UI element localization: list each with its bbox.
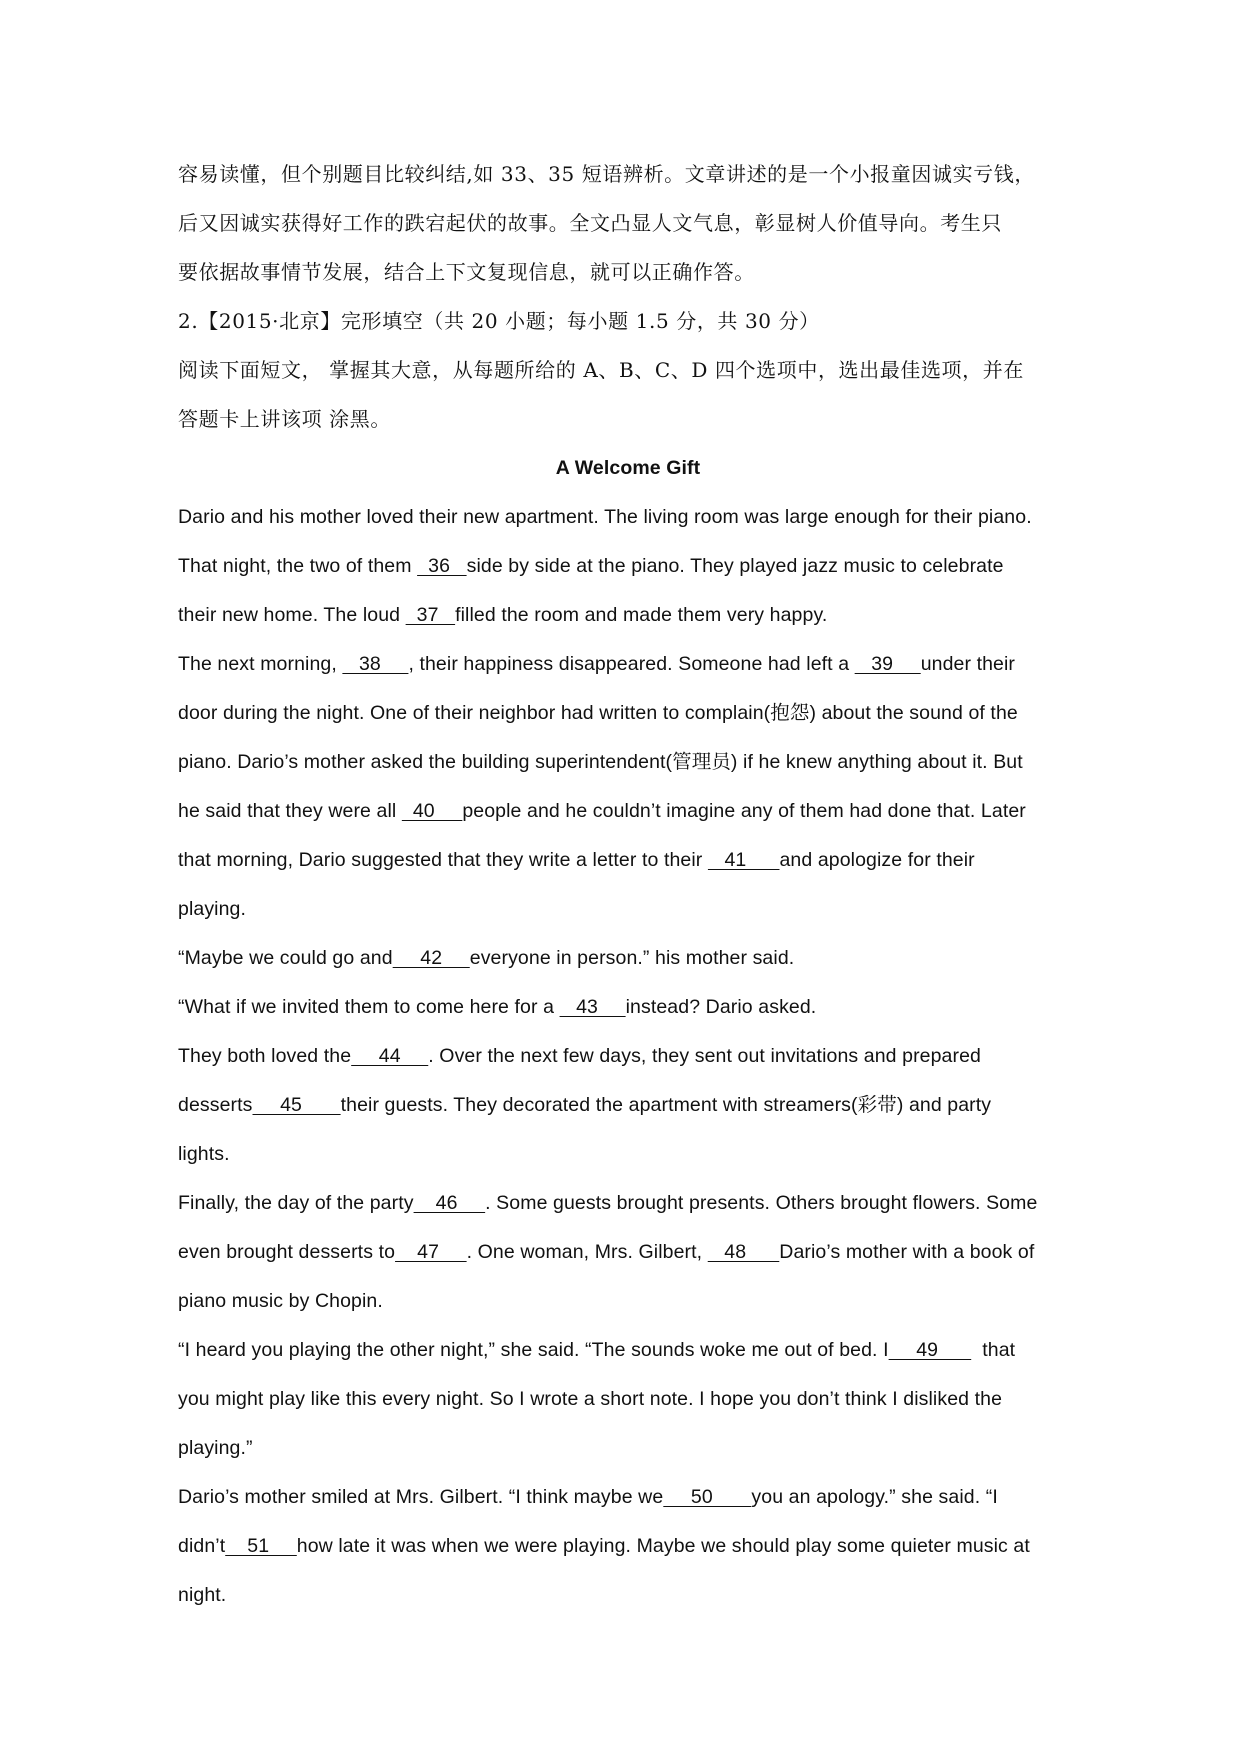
passage-line — [178, 1130, 1078, 1179]
passage-text: lights. — [178, 1143, 230, 1165]
passage-text: even brought desserts to — [178, 1241, 396, 1263]
passage-line — [178, 493, 1078, 542]
passage-line — [178, 542, 1078, 591]
passage-text: Finally, the day of the party — [178, 1192, 414, 1214]
passage-line — [178, 738, 1078, 787]
passage-text: playing. — [178, 898, 247, 920]
passage-text: playing.” — [178, 1437, 253, 1459]
passage-line — [178, 1277, 1078, 1326]
blank-48: 48 — [707, 1241, 780, 1263]
passage-text: “I heard you playing the other night,” she said. “The sounds woke me out of bed. I — [178, 1339, 889, 1361]
blank-51: 51 — [225, 1535, 297, 1557]
passage-text: “Maybe we could go and — [178, 947, 393, 969]
passage-line — [178, 1179, 1078, 1228]
blank-43: 43 — [559, 996, 626, 1018]
passage-text: he said that they were all — [178, 800, 402, 822]
passage-line — [178, 1032, 1078, 1081]
passage-line — [178, 1522, 1078, 1571]
passage-text: Dario’s mother with a book of — [779, 1241, 1035, 1263]
blank-44: 44 — [351, 1045, 429, 1067]
blank-38: 38 — [342, 653, 409, 675]
blank-50: 50 — [663, 1486, 752, 1508]
intro-line: 容易读懂，但个别题目比较纠结,如 33、35 短语辨析。文章讲述的是一个小报童因诚实亏钱， — [178, 162, 1035, 186]
passage-text: Dario’s mother smiled at Mrs. Gilbert. “I think maybe we — [178, 1486, 664, 1508]
passage-text: . One woman, Mrs. Gilbert, — [466, 1241, 708, 1263]
passage-line — [178, 787, 1078, 836]
blank-47: 47 — [395, 1241, 467, 1263]
passage-text: The next morning, — [178, 653, 343, 675]
passage-text: instead? Dario asked. — [625, 996, 817, 1018]
passage-text: their guests. They decorated the apartment with streamers(彩带) and party — [340, 1094, 992, 1116]
passage-line — [178, 591, 1078, 640]
question-instruction: 阅读下面短文， 掌握其大意，从每题所给的 A、B、C、D 四个选项中，选出最佳选项，并在 — [178, 358, 1024, 382]
blank-45: 45 — [252, 1094, 341, 1116]
passage-text: and apologize for their — [779, 849, 975, 871]
blank-49: 49 — [888, 1339, 972, 1361]
passage-line — [178, 885, 1078, 934]
passage-line — [178, 1473, 1078, 1522]
intro-line: 后又因诚实获得好工作的跌宕起伏的故事。全文凸显人文气息，彰显树人价值导向。考生只 — [178, 211, 1002, 235]
question-instruction: 答题卡上讲该项 涂黑。 — [178, 407, 391, 431]
passage-line — [178, 836, 1078, 885]
passage-text: side by side at the piano. They played jazz music to celebrate — [466, 555, 1004, 577]
passage-text: under their — [920, 653, 1016, 675]
passage-line — [178, 1228, 1078, 1277]
question-header: 2.【2015·北京】完形填空（共 20 小题；每小题 1.5 分，共 30 分） — [178, 309, 820, 333]
blank-39: 39 — [854, 653, 921, 675]
passage-text: night. — [178, 1584, 227, 1606]
passage-text: everyone in person.” his mother said. — [469, 947, 795, 969]
passage-text: piano. Dario’s mother asked the building superintendent(管理员) if he knew anything about it. But — [178, 751, 1023, 773]
passage-line — [178, 1326, 1078, 1375]
passage-text: Dario and his mother loved their new apartment. The living room was large enough for their piano. — [178, 506, 1032, 528]
passage-text: their new home. The loud — [178, 604, 406, 626]
intro-line: 要依据故事情节发展，结合上下文复现信息，就可以正确作答。 — [178, 260, 755, 284]
blank-36: 36 — [417, 555, 467, 577]
passage-line — [178, 1424, 1078, 1473]
passage-text: . Some guests brought presents. Others brought flowers. Some — [485, 1192, 1038, 1214]
passage-text: That night, the two of them — [178, 555, 418, 577]
passage-text: didn’t — [178, 1535, 226, 1557]
passage-text: filled the room and made them very happy. — [455, 604, 828, 626]
passage-text: “What if we invited them to come here for a — [178, 996, 560, 1018]
passage-text: . Over the next few days, they sent out invitations and prepared — [428, 1045, 981, 1067]
passage-text: people and he couldn’t imagine any of them had done that. Later — [462, 800, 1026, 822]
passage-text: that — [971, 1339, 1016, 1361]
passage-text: They both loved the — [178, 1045, 352, 1067]
blank-42: 42 — [392, 947, 470, 969]
passage-text: piano music by Chopin. — [178, 1290, 383, 1312]
passage-line — [178, 1375, 1078, 1424]
passage-line — [178, 983, 1078, 1032]
document-page — [178, 150, 1078, 1620]
passage-line — [178, 1081, 1078, 1130]
blank-46: 46 — [413, 1192, 486, 1214]
blank-41: 41 — [707, 849, 780, 871]
passage-text: you might play like this every night. So I wrote a short note. I hope you don’t think I disliked the — [178, 1388, 1003, 1410]
passage-line — [178, 1571, 1078, 1620]
blank-37: 37 — [405, 604, 456, 626]
passage-text: door during the night. One of their neighbor had written to complain(抱怨) about the sound of the — [178, 702, 1018, 724]
passage-line — [178, 934, 1078, 983]
blank-40: 40 — [401, 800, 463, 822]
passage-text: how late it was when we were playing. Maybe we should play some quieter music at — [296, 1535, 1030, 1557]
passage-line — [178, 640, 1078, 689]
passage-text: desserts — [178, 1094, 253, 1116]
passage-text: that morning, Dario suggested that they write a letter to their — [178, 849, 708, 871]
passage-line — [178, 689, 1078, 738]
passage-title: A Welcome Gift — [555, 457, 701, 479]
passage-text: you an apology.” she said. “I — [751, 1486, 998, 1508]
passage-text: , their happiness disappeared. Someone had left a — [408, 653, 855, 675]
